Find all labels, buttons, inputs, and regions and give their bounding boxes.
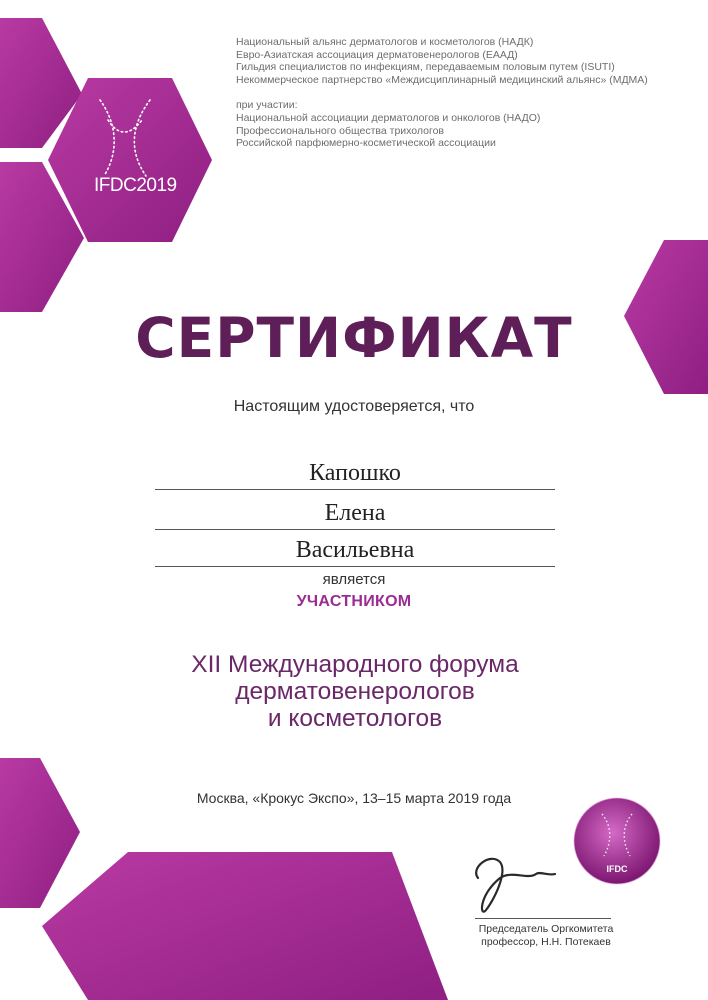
signatory-title: Председатель Оргкомитета [478, 923, 614, 935]
organizer-line: Национальный альянс дерматологов и косметологов (НАДК) [236, 36, 534, 48]
signatory-name: профессор, Н.Н. Потекаев [481, 936, 611, 948]
is-text: является [322, 571, 386, 588]
hexagon-bottom-large [42, 852, 448, 1000]
participation-line: Национальной ассоциации дерматологов и онкологов (НАДО) [236, 111, 541, 124]
certificate-title: СЕРТИФИКАТ [135, 306, 573, 370]
forum-line: дерматовенерологов [235, 678, 475, 705]
signature-line [475, 918, 611, 919]
organizer-line: Гильдия специалистов по инфекциям, передаваемым половым путем (ISUTI) [236, 61, 615, 74]
organizers-block [236, 36, 686, 150]
place-date: Москва, «Крокус Экспо», 13–15 марта 2019 года [196, 790, 512, 806]
forum-line: XII Международного форума [191, 651, 519, 678]
hexagon-bottom-left-small [0, 758, 80, 908]
forum-line: и косметологов [267, 705, 443, 732]
logo-name: IFDC [94, 175, 137, 196]
signatory-block [466, 923, 626, 949]
patronymic: Васильевна [155, 535, 555, 567]
organizer-line: Евро-Азиатская ассоциация дерматовенерологов (ЕААД) [236, 48, 518, 61]
first-name: Елена [155, 498, 555, 530]
organizer-line: Некоммерческое партнерство «Междисциплинарный медицинский альянс» (МДМА) [236, 73, 648, 86]
participation-line: Российской парфюмерно-косметической ассоциации [236, 137, 496, 150]
logo-year: 2019 [136, 175, 177, 196]
participation-line: Профессионального общества трихологов [236, 124, 444, 137]
certify-text: Настоящим удостоверяется, что [233, 398, 475, 415]
logo-text [94, 175, 177, 197]
surname: Капошко [155, 458, 555, 490]
role-badge: УЧАСТНИКОМ [296, 593, 412, 610]
signature-icon [476, 859, 555, 912]
forum-name [140, 651, 570, 732]
participation-label: при участии: [236, 99, 298, 112]
seal-text: IFDC [606, 864, 628, 874]
